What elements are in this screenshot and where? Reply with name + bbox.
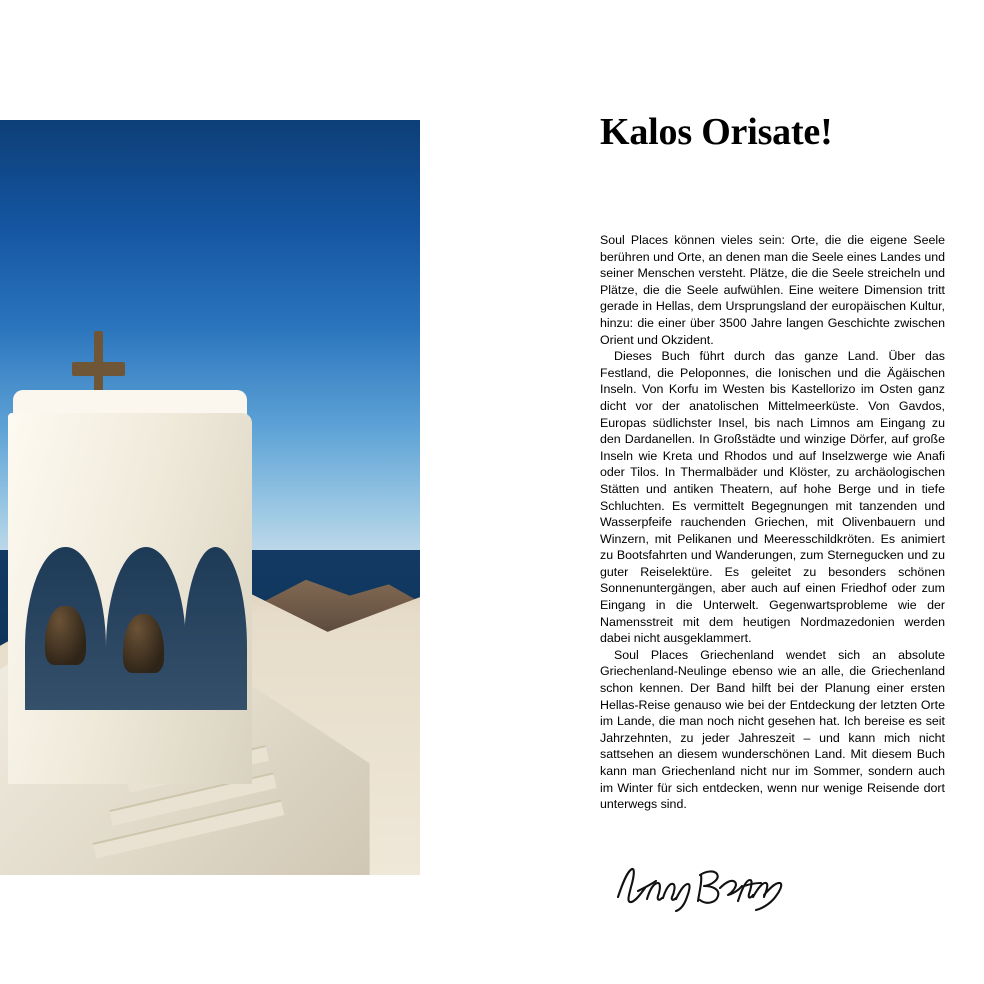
body-copy	[600, 232, 945, 813]
photo-page	[0, 120, 420, 875]
bell-icon	[45, 606, 86, 665]
bell-arch	[184, 547, 247, 710]
text-page	[600, 110, 945, 915]
page-title: Kalos Orisate!	[600, 111, 833, 153]
bell-tower-body	[8, 413, 252, 784]
paragraph-3: Soul Places Griechenland wendet sich an absolute Griechenland-Neulinge ebenso wie an alle, die Griechenland schon kennen. Der Band hilft bei der Planung einer ersten Hellas-Reise genauso wie bei der Entdeckung der letzten Orte im Lande, die man noch nicht gesehen hat. Ich bereise es seit Jahrzehnten, zu jeder Jahreszeit – und kann mich nicht sattsehen an diesem wunderschönen Land. Mit diesem Buch kann man Griechenland nicht nur im Sommer, sondern auch im Winter für sich entdecken, wenn nur wenige Reisende dort unterwegs sind.	[600, 647, 945, 812]
paragraph-2: Dieses Buch führt durch das ganze Land. Über das Festland, die Peloponnes, die Ionischen und die Ägäischen Inseln. Von Korfu im Westen bis Kastellorizo im Osten ganz dicht vor der anatolischen Mittelmeerküste. Von Gavdos, Europas südlichster Insel, bis nach Limnos am Eingang zu den Dardanellen. In Großstädte und winzige Dörfer, auf große Inseln wie Kreta und Rhodos und auf Inselzwerge wie Anafi oder Tilos. In Thermalbäder und Klöster, zu archäologischen Stätten und antiken Theatern, auf hohe Berge und in tiefe Schluchten. Es vermittelt Begegnungen mit tanzenden und Wasserpfeife rauchenden Griechen, mit Olivenbauern und Winzern, mit Pelikanen und Meeresschildkröten. Es animiert zu Bootsfahrten und Wanderungen, zum Sternegucken und zu guter Reiselektüre. Es geleitet zu besonders schönen Sonnenuntergängen, aber auch auf einen Friedhof oder zum Eingang in die Unterwelt. Gegenwartsprobleme wie der Namensstreit mit dem heutigen Nordmazedonien werden dabei nicht ausgeklammert.	[600, 349, 945, 646]
church-belltower-photo	[0, 120, 420, 875]
author-signature	[614, 855, 794, 915]
bell-tower	[8, 331, 252, 784]
paragraph-1: Soul Places können vieles sein: Orte, die die eigene Seele berühren und Orte, an denen man die Seele eines Landes und seiner Menschen versteht. Plätze, die die Seele streicheln und Plätze, die die Seele aufwühlen. Eine weitere Dimension tritt gerade in Hellas, dem Ursprungsland der europäischen Kultur, hinzu: die einer über 3500 Jahre langen Geschichte zwischen Orient und Okzident.	[600, 233, 945, 347]
